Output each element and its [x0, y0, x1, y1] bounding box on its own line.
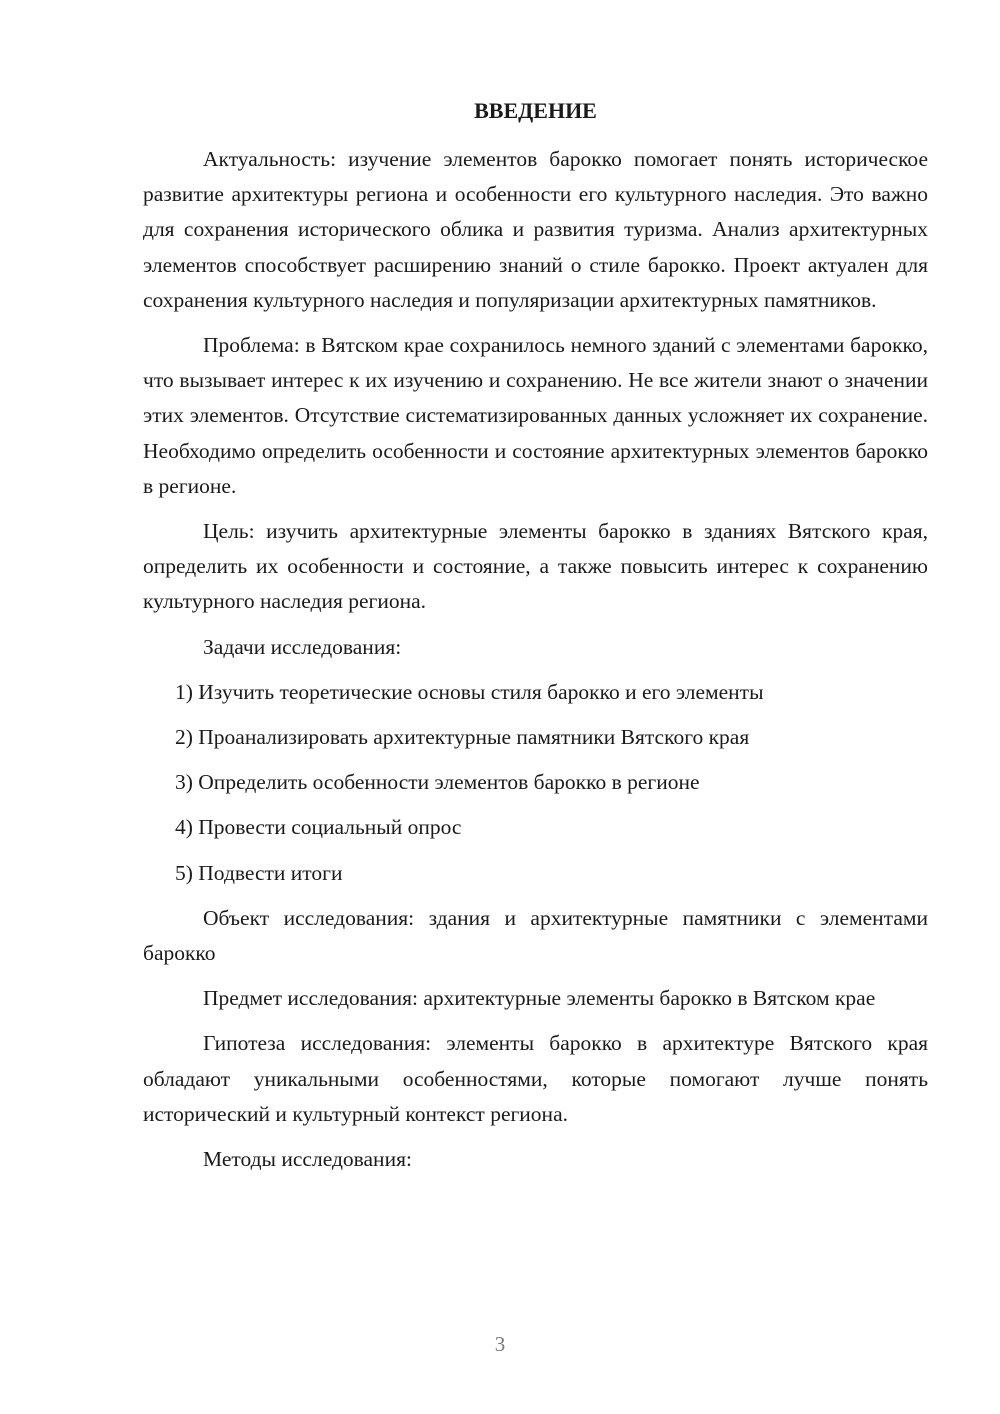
paragraph-goal: Цель: изучить архитектурные элементы барокко в зданиях Вятского края, определить их особенности и состояние, а также повысить интерес к сохранению культурного наследия региона.	[143, 519, 928, 614]
task-item: 1) Изучить теоретические основы стиля барокко и его элементы	[175, 679, 764, 704]
document-body	[143, 142, 928, 1187]
task-item: 5) Подвести итоги	[175, 860, 343, 885]
paragraph-methods-heading: Методы исследования:	[203, 1147, 412, 1172]
paragraph-subject: Предмет исследования: архитектурные элементы барокко в Вятском крае	[203, 986, 876, 1011]
paragraph-problem: Проблема: в Вятском крае сохранилось немного зданий с элементами барокко, что вызывает интерес к их изучению и сохранению. Не все жители знают о значении этих элементов. Отсутствие систематизированных данных усложняет их сохранение. Необходимо определить особенности и состояние архитектурных элементов барокко в регионе.	[143, 333, 928, 498]
paragraph-relevance: Актуальность: изучение элементов барокко помогает понять историческое развитие архитектуры региона и особенности его культурного наследия. Это важно для сохранения исторического облика и развития туризма. Анализ архитектурных элементов способствует расширению знаний о стиле барокко. Проект актуален для сохранения культурного наследия и популяризации архитектурных памятников.	[143, 147, 928, 312]
paragraph-object: Объект исследования: здания и архитектурные памятники с элементами барокко	[143, 905, 928, 966]
task-item: 2) Проанализировать архитектурные памятники Вятского края	[175, 725, 750, 750]
paragraph-hypothesis: Гипотеза исследования: элементы барокко в архитектуре Вятского края обладают уникальными особенностями, которые помогают лучше понять исторический и культурный контекст региона.	[143, 1031, 928, 1126]
paragraph-tasks-heading: Задачи исследования:	[203, 634, 402, 659]
section-title: ВВЕДЕНИЕ	[474, 98, 597, 123]
page-number: 3	[494, 1332, 506, 1356]
task-item: 4) Провести социальный опрос	[175, 815, 462, 840]
task-item: 3) Определить особенности элементов барокко в регионе	[175, 770, 700, 795]
